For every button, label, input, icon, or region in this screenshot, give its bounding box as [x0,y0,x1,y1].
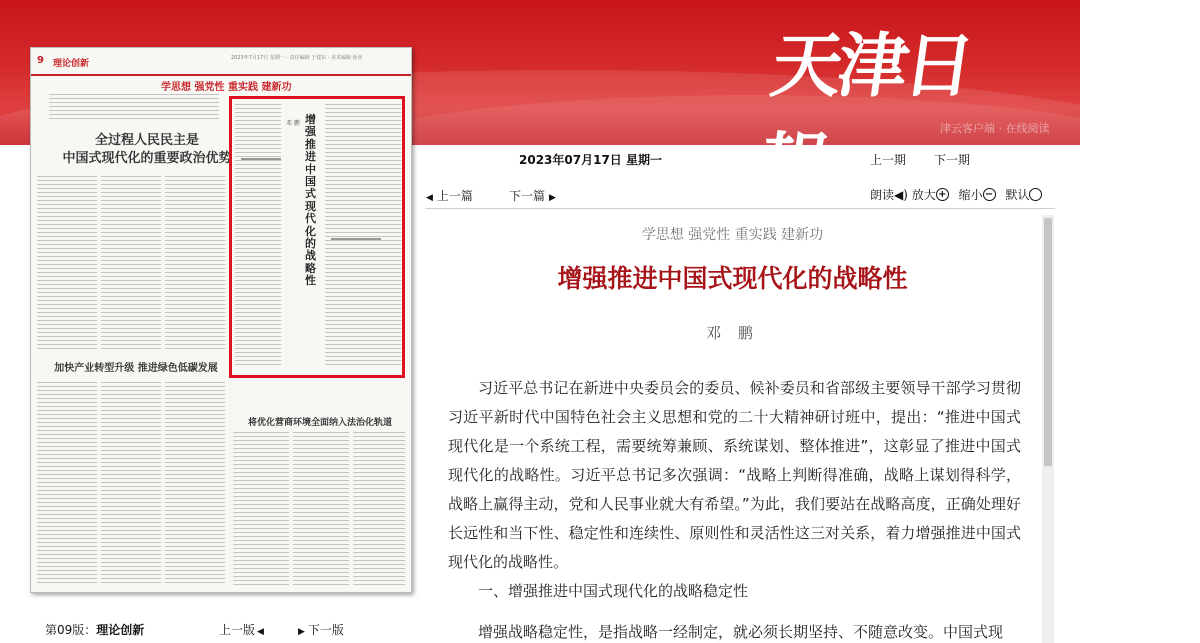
paper-article-title-1[interactable] [47,132,247,168]
highlighted-article-author: 邓 鹏 [286,120,300,127]
paper-title-1-line-2: 中国式现代化的重要政治优势 [62,151,232,166]
zoom-out-button[interactable] [959,186,996,203]
current-page-label [45,621,144,638]
triangle-left-icon: ◀ [257,627,264,637]
plus-circle-icon: + [936,188,949,201]
paper-column [165,382,225,586]
default-size-button[interactable] [1005,186,1042,203]
next-article-label: 下一篇 [509,189,546,203]
paper-article-title-3[interactable]: 将优化营商环境全面纳入法治化轨道 [247,418,392,428]
paper-column [101,382,161,586]
prev-issue-link[interactable]: 上一期 [870,153,907,167]
paper-column [325,104,401,366]
paper-column [165,176,225,351]
triangle-left-icon: ◀ [426,193,433,203]
prev-page-link[interactable] [219,621,264,638]
read-aloud-button[interactable] [870,186,908,203]
paper-column [233,432,289,586]
paper-page-number: 9 [37,55,44,66]
reading-tools [870,186,1042,203]
paper-intro-text [49,94,219,120]
prev-article-link[interactable] [426,187,473,204]
article-body [448,374,1021,577]
paper-column [293,432,349,586]
paper-tagline: 学思想 强党性 重实践 建新功 [161,82,292,93]
newspaper-logo: 天津日報 [752,24,976,207]
article-overline: 学思想 强党性 重实践 建新功 [641,227,824,243]
highlighted-article-vertical-title: 增强推进中国式现代化的战略性 [305,113,316,288]
paper-column [101,176,161,351]
zoom-out-label: 缩小 [958,188,983,202]
newspaper-page-thumbnail[interactable] [30,47,412,593]
paper-column [37,176,97,351]
triangle-right-icon: ▶ [298,627,305,637]
paper-title-1-line-1: 全过程人民民主是 [94,133,199,148]
article-author: 邓 鹏 [706,324,759,342]
next-page-link[interactable] [298,621,344,638]
paper-page-header [31,48,411,76]
paper-column [37,382,97,586]
read-aloud-label: 朗读 [870,188,895,202]
article-paragraph: 习近平总书记在新进中央委员会的委员、候补委员和省部级主要领导干部学习贯彻习近平新时代中国特色社会主义思想和党的二十大精神研讨班中，提出：“推进中国式现代化是一个系统工程，需要统筹兼顾、系统谋划、整体推进”，这彰显了推进中国式现代化的战略性。习近平总书记多次强调：“战略上判断得准确，战略上谋划得科学，战略上赢得主动，党和人民事业就大有希望。”为此，我们要站在战略高度，正确处理好长远性和当下性、稳定性和连续性、原则性和灵活性这三对关系，着力增强推进中国式现代化的战略性。 [448,379,1021,571]
current-page-section: 理论创新 [96,623,145,637]
issue-date: 2023年07月17日 星期一 [519,153,662,167]
article-subheading: 一、增强推进中国式现代化的战略稳定性 [478,582,749,600]
paper-article-title-2[interactable]: 加快产业转型升级 推进绿色低碳发展 [54,363,218,374]
article-scrollbar-thumb[interactable] [1044,218,1052,466]
paper-column [353,432,405,586]
current-page-prefix: 第09版： [45,623,97,637]
circle-icon [1029,188,1042,201]
divider [425,208,1055,209]
next-issue-link[interactable]: 下一期 [934,153,971,167]
article-headline: 增强推进中国式现代化的战略性 [557,264,908,293]
zoom-in-button[interactable] [912,186,949,203]
logo-subtitle: 津云客户端 · 在线阅读 [940,122,1050,135]
next-article-link[interactable] [509,187,556,204]
paper-subheading [241,158,281,160]
paper-meta: 2023年7月17日 星期一 · 责任编辑 于建东 · 美术编辑 孙亚 [231,55,363,61]
paper-subheading [331,238,381,240]
prev-page-label: 上一版 [219,623,256,637]
default-size-label: 默认 [1005,188,1030,202]
paper-section-name: 理论创新 [53,59,90,69]
banner-wave-decoration [300,95,1200,235]
zoom-in-label: 放大 [911,188,936,202]
minus-circle-icon: − [983,188,996,201]
paper-column [235,104,281,366]
prev-article-label: 上一篇 [436,189,473,203]
next-page-label: 下一版 [307,623,344,637]
triangle-right-icon: ▶ [549,193,556,203]
article-paragraph: 增强战略稳定性，是指战略一经制定，就必须长期坚持、不随意改变。中国式现 [478,623,1004,641]
speaker-icon: ◀) [894,187,908,202]
